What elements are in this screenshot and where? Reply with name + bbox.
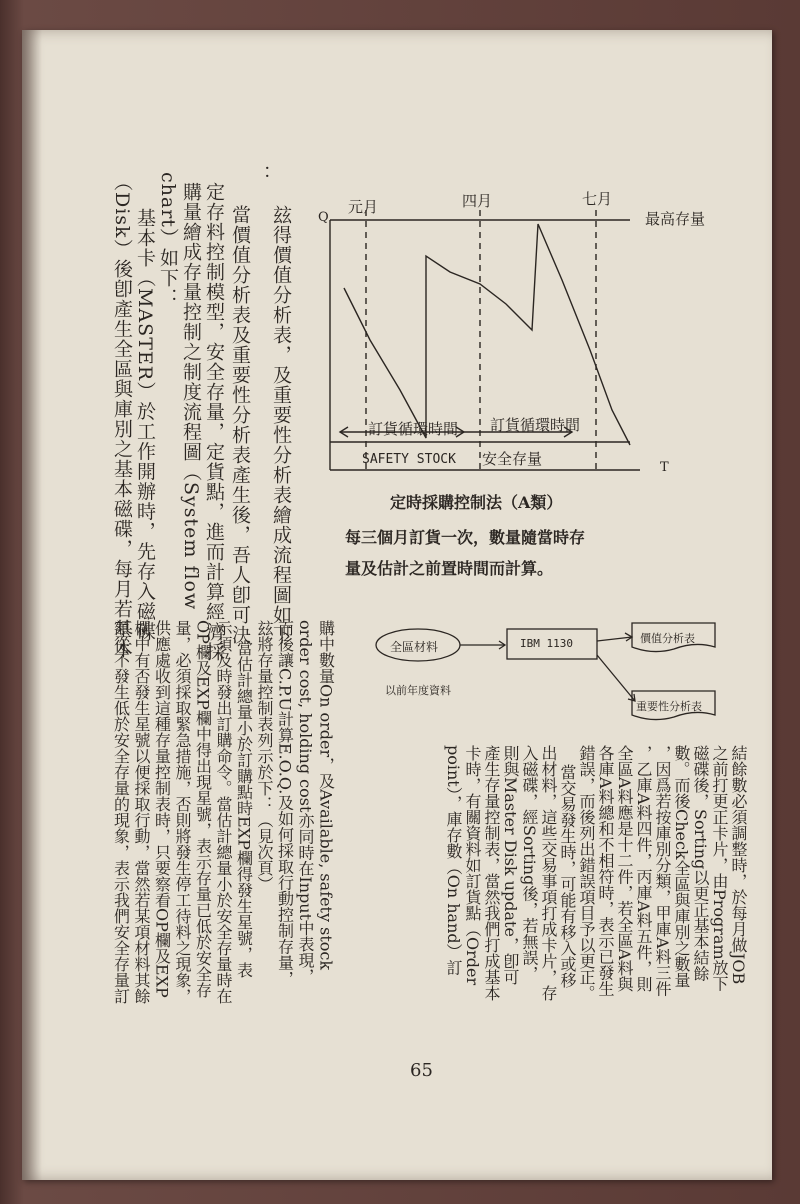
lower-col: 而後讓C.P.U計算E.O.Q.及如何採取行動控制存量， (275, 620, 295, 987)
lower-col: 購中數量On order，及Available, safety stock (316, 620, 336, 971)
inventory-line (344, 224, 630, 445)
lower-col: 額從不發生低於安全存量的現象，表示我們安全存量訂 (111, 620, 131, 1004)
right-col: 出材料，這些交易事項打成卡片，存 (539, 745, 558, 1001)
lower-col: 欄中有否發生星號以便採取行動，當然若某項材料其餘 (132, 620, 151, 1004)
page-number: 65 (410, 1060, 433, 1081)
lower-col: OP欄及EXP欄中得出現星號，表示存量已低於安全存 (193, 620, 213, 998)
lower-col: 量，必須採取緊急措施，否則將發生停工待料之現象， (173, 620, 192, 1004)
label-jan: 元月 (348, 198, 379, 216)
label-apr: 四月 (462, 192, 493, 210)
flow-source: 全區材料 (390, 640, 439, 654)
right-col: 磁碟後，Sorting以更正基本結餘 (691, 745, 710, 982)
flow-processor: IBM 1130 (520, 637, 573, 650)
flow-output-importance: 重要性分析表 (636, 700, 702, 713)
label-cycle-1: 訂貨循環時間 (368, 420, 459, 438)
right-col: 入磁碟，經Sorting後，若無誤， (520, 745, 539, 982)
right-col: 錯誤，而後列出錯誤項目予以更正。 (577, 745, 596, 1001)
upper-col-7: 基本卡（MASTER）於工作開辦時，先存入磁碟 (134, 208, 156, 642)
right-col: 產生存量控制表，當然我們打成基本 (482, 745, 501, 1001)
chart-caption-title: 定時採購控制法（A類） (390, 493, 563, 512)
right-text-block (444, 745, 748, 1045)
lower-col: 示須及時發出訂購命令。當估計總量小於安全存量時在 (214, 620, 233, 1004)
flow-output-value: 價值分析表 (640, 632, 695, 645)
right-col: 當交易發生時，可能有移入或移 (558, 764, 577, 988)
label-safety-zh: 安全存量 (482, 450, 543, 468)
inventory-chart (300, 180, 700, 480)
lower-col: 玆將存量控制表列示於下：（見次頁） (255, 620, 274, 892)
right-col: ，因爲若按庫別分類，甲庫A料三件 (653, 745, 672, 997)
flow-source-note: 以前年度資料 (385, 684, 451, 697)
right-col: 則與Master Disk update，卽可 (501, 745, 520, 985)
right-col: 結餘數必須調整時，於每月做JOB (729, 745, 748, 985)
lower-col: order cost, holding cost亦同時在Input中表現， (296, 620, 315, 985)
right-col: 數。而後Check全區與庫別之數量 (672, 745, 691, 988)
lower-col: 供應處收到這種存量控制表時，只要察看OP欄及EXP (152, 620, 172, 998)
flow-arrow-3 (597, 655, 635, 701)
lower-text-block (110, 620, 336, 1050)
label-t-axis: T (660, 460, 669, 475)
chart-caption-line2: 量及估計之前置時間而計算。 (345, 559, 554, 578)
label-safety-en: SAFETY STOCK (362, 452, 456, 467)
right-col: 卡時，有關資料如訂貨點（Order (463, 745, 482, 986)
label-jul: 七月 (582, 190, 613, 208)
right-col: 全區A料應是十二件，若全區A料與 (615, 745, 634, 993)
upper-col-2: ： (250, 165, 272, 185)
upper-col-3: 當價值分析表及重要性分析表產生後，吾人卽可決 (229, 205, 251, 645)
chart-caption-line1: 每三個月訂貨一次，數量隨當時存 (345, 528, 586, 547)
right-col: 之前打更正卡片，由Program放下 (710, 745, 729, 992)
spine-shadow (22, 30, 42, 1180)
upper-col-5: 購量繪成存量控制之制度流程圖（System flow (180, 182, 202, 611)
right-col: point），庫存數（On hand）訂 (444, 745, 463, 976)
lower-col: 當估計總量小於訂購點時EXP欄得發生星號，表 (234, 640, 254, 978)
label-q-axis: Q (318, 210, 329, 225)
upper-col-4: 定存料控制模型，安全存量，定貨點，進而計算經濟採 (203, 182, 225, 662)
right-col: 各庫A料總和不相符時，表示已發生 (596, 745, 615, 997)
upper-col-8: （Disk）後卽產生全區與庫別之基本磁碟，每月若基本 (111, 172, 133, 659)
label-max-stock: 最高存量 (645, 210, 706, 228)
upper-col-1: 玆得價值分析表，及重要性分析表繪成流程圖如下 (270, 205, 292, 645)
upper-col-6: chart）如下： (157, 172, 179, 308)
right-col: ，乙庫A料四件，丙庫A料五件，則 (634, 745, 653, 993)
label-cycle-2: 訂貨循環時間 (490, 416, 581, 434)
